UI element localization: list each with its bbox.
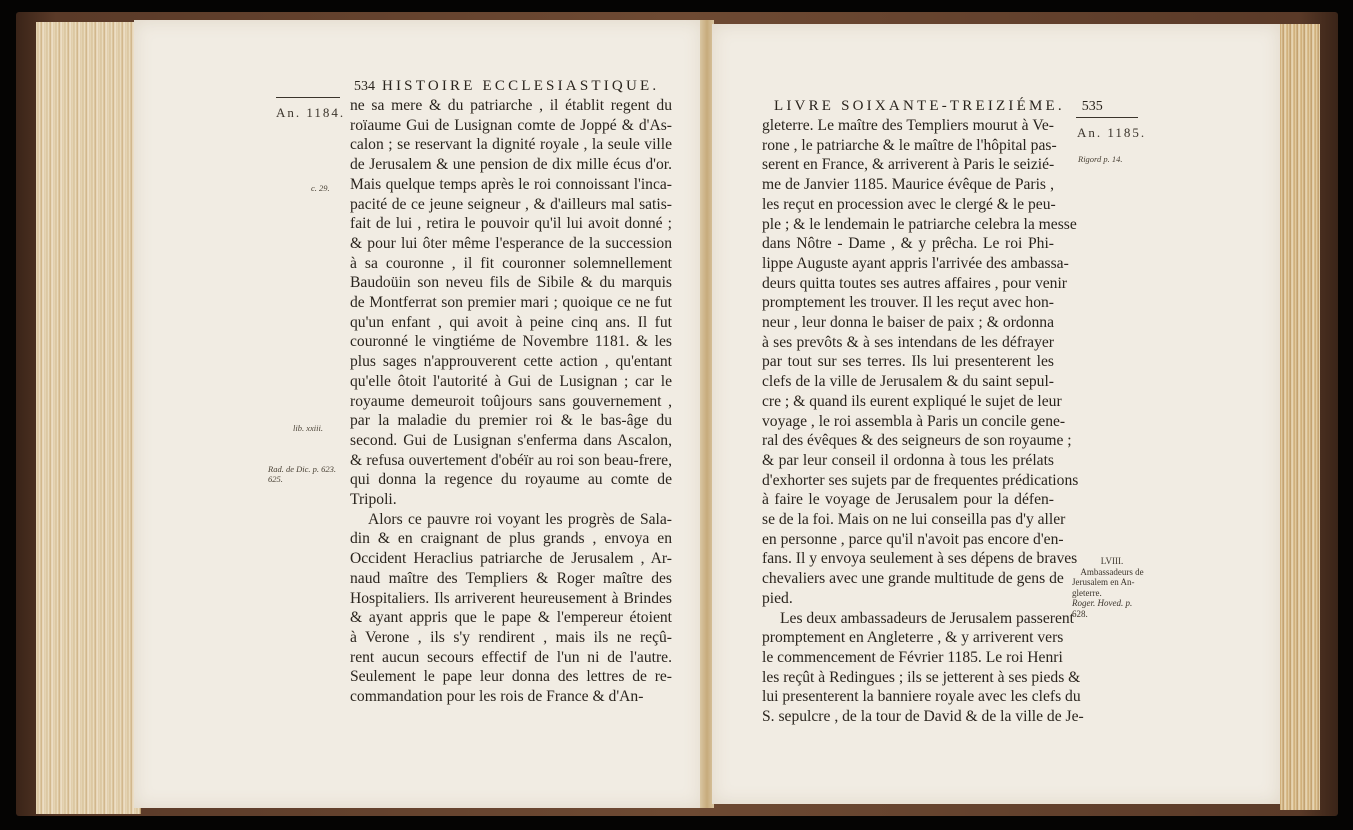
margin-note: lib. xxiii.	[293, 423, 323, 433]
text-line: qui donna la regence du royaume au comte de	[350, 471, 672, 489]
page-edges-left	[36, 22, 141, 814]
text-line: à sa couronne , il fit couronner solemnellement	[350, 254, 672, 272]
text-line: promptement en Angleterre , & y arriverent vers	[762, 629, 1064, 647]
text-line: roïaume Gui de Lusignan comte de Joppé & d'As-	[350, 116, 672, 134]
sidenote-title-line: Jerusalem en An-	[1072, 577, 1135, 587]
text-line: din & en craignant de plus grands , envoya en	[350, 530, 672, 548]
text-line: à Verone , ils s'y rendirent , mais ils ne reçû-	[350, 628, 672, 646]
text-line: le commencement de Février 1185. Le roi Henri	[762, 648, 1063, 666]
sidenote-title-line: Ambassadeurs de	[1080, 566, 1144, 577]
text-line: gleterre. Le maître des Templiers mourut à Ve-	[762, 117, 1054, 134]
text-line: naud maître des Templiers & Roger maître des	[350, 569, 672, 587]
text-line: & par leur conseil il ordonna à tous les prélats	[762, 451, 1054, 469]
text-line: commandation pour les rois de France & d'An-	[350, 688, 644, 706]
text-line: promptement les trouver. Il les reçut avec hon-	[762, 294, 1054, 312]
sidenote-title-line: gleterre.	[1072, 587, 1102, 598]
sidenote-ref-line: Roger. Hoved. p.	[1072, 598, 1133, 608]
text-line: voyage , le roi assembla à Paris un concile gene-	[762, 412, 1066, 430]
right-running-title: LIVRE SOIXANTE-TREIZIÉME.	[774, 98, 1065, 114]
text-line: rent aucun secours effectif de l'un ni de l'autre.	[350, 648, 672, 666]
text-line: les reçut en procession avec le clergé & le peu-	[762, 195, 1056, 213]
left-year-label: An. 1184.	[276, 105, 346, 120]
sidenote	[1072, 556, 1152, 619]
right-year-rule	[1076, 117, 1138, 118]
text-line: plus sages n'approuverent cette action , qu'entant	[350, 353, 672, 371]
text-line: Les deux ambassadeurs de Jerusalem passerent	[780, 609, 1075, 627]
sidenote-number: LVIII.	[1100, 556, 1124, 566]
text-line: Occident Heraclius patriarche de Jerusalem , Ar-	[350, 550, 672, 568]
text-line: & pour lui ôter même l'esperance de la succession	[350, 234, 672, 252]
text-line: les reçût à Redingues ; ils se jetterent à ses pieds &	[762, 668, 1081, 686]
text-line: rone , le patriarche & le maître de l'hôpital pas-	[762, 136, 1057, 154]
text-line: chevaliers avec une grande multitude de gens de	[762, 570, 1064, 588]
right-running-head	[774, 98, 1103, 115]
left-page-number: 534	[354, 79, 375, 94]
text-line: se de la foi. Mais on ne lui conseilla pas d'y aller	[762, 511, 1066, 529]
text-line: qu'elle ôtoit l'autorité à Gui de Lusignan ; car le	[350, 372, 672, 390]
left-running-title: HISTOIRE ECCLESIASTIQUE.	[381, 78, 660, 94]
text-line: pacité de ce jeune seigneur , & d'ailleurs mal satis-	[350, 195, 672, 213]
page-edges-right	[1280, 24, 1320, 810]
text-line: à faire le voyage de Jerusalem pour la défen-	[762, 491, 1054, 509]
text-line: par la maladie du premier roi & le bas-âge du	[350, 412, 672, 430]
text-line: S. sepulcre , de la tour de David & de la ville de Je-	[762, 708, 1084, 726]
margin-note: 625.	[268, 474, 283, 484]
text-line: d'exhorter ses sujets par de frequentes prédications	[762, 471, 1079, 489]
text-line: de Montferrat son premier mari ; quoique ce ne fut	[350, 294, 672, 312]
text-line: à ses prevôts & à ses intendans de les défrayer	[762, 333, 1054, 351]
right-page-number: 535	[1081, 99, 1103, 114]
text-line: de Jerusalem & une pension de dix mille écus d'or.	[350, 156, 672, 174]
text-line: couronné le vingtiéme de Novembre 1181. & les	[350, 333, 672, 351]
text-line: ple ; & le lendemain le patriarche celebra la messe	[762, 215, 1077, 233]
text-line: ral des évêques & des seigneurs de son royaume ;	[762, 432, 1072, 450]
text-line: second. Gui de Lusignan s'enferma dans Ascalon,	[350, 431, 672, 449]
text-line: Tripoli.	[350, 491, 397, 509]
margin-note: Rigord p. 14.	[1078, 154, 1123, 164]
text-line: deurs quitta toutes ses autres affaires , pour venir	[762, 274, 1067, 292]
text-line: royaume demeuroit toûjours sans gouvernement ,	[350, 392, 672, 410]
text-line: fans. Il y envoya seulement à ses dépens de braves	[762, 550, 1078, 568]
text-line: & ayant appris que le pape & l'empereur étoient	[350, 609, 672, 627]
text-line: pied.	[762, 589, 793, 607]
sidenote-ref-line: 628.	[1072, 608, 1088, 619]
text-line: en personne , parce qu'il n'avoit pas encore d'en-	[762, 530, 1064, 548]
text-line: cre ; & quand ils eurent expliqué le sujet de leur	[762, 392, 1062, 410]
text-line: Hospitaliers. Ils arriverent heureusement à Brindes	[350, 589, 672, 607]
margin-note: Rad. de Dic. p. 623.	[268, 464, 336, 474]
text-line: lippe Auguste ayant appris l'arrivée des ambassa-	[762, 254, 1069, 272]
text-line: lui presenterent la banniere royale avec les clefs du	[762, 688, 1081, 706]
text-line: qu'un enfant , qui avoit à peine cinq ans. Il fut	[350, 313, 672, 331]
text-line: me de Janvier 1185. Maurice évêque de Paris ,	[762, 176, 1054, 194]
text-line: dans Nôtre - Dame , & y prêcha. Le roi Phi-	[762, 235, 1054, 253]
text-line: calon ; se reservant la dignité royale , la seule ville	[350, 136, 672, 154]
text-line: Baudoüin son neveu fils de Sibile & du marquis	[350, 274, 672, 292]
left-running-head	[354, 78, 659, 95]
margin-note: c. 29.	[311, 183, 330, 193]
text-line: clefs de la ville de Jerusalem & du saint sepul-	[762, 373, 1054, 391]
text-line: neur , leur donna le baiser de paix ; & ordonna	[762, 314, 1054, 332]
text-line: & refusa ouvertement d'obéïr au roi son beau-frere,	[350, 451, 672, 469]
text-line: ne sa mere & du patriarche , il établit regent du	[350, 97, 672, 114]
text-line: Alors ce pauvre roi voyant les progrès de Sala-	[368, 510, 672, 528]
text-line: serent en France, & arriverent à Paris le seizié-	[762, 156, 1055, 174]
right-year-label: An. 1185.	[1077, 125, 1147, 140]
text-line: Seulement le pape leur donna des lettres de re-	[350, 668, 672, 686]
left-year-rule	[276, 97, 340, 98]
left-body-text	[350, 96, 672, 707]
text-line: fait de lui , retira le pouvoir qu'il lui avoit donné ;	[350, 215, 672, 233]
text-line: par tout sur ses terres. Ils lui presenterent les	[762, 353, 1054, 371]
text-line: Mais quelque temps après le roi connoissant l'inca-	[350, 175, 672, 193]
